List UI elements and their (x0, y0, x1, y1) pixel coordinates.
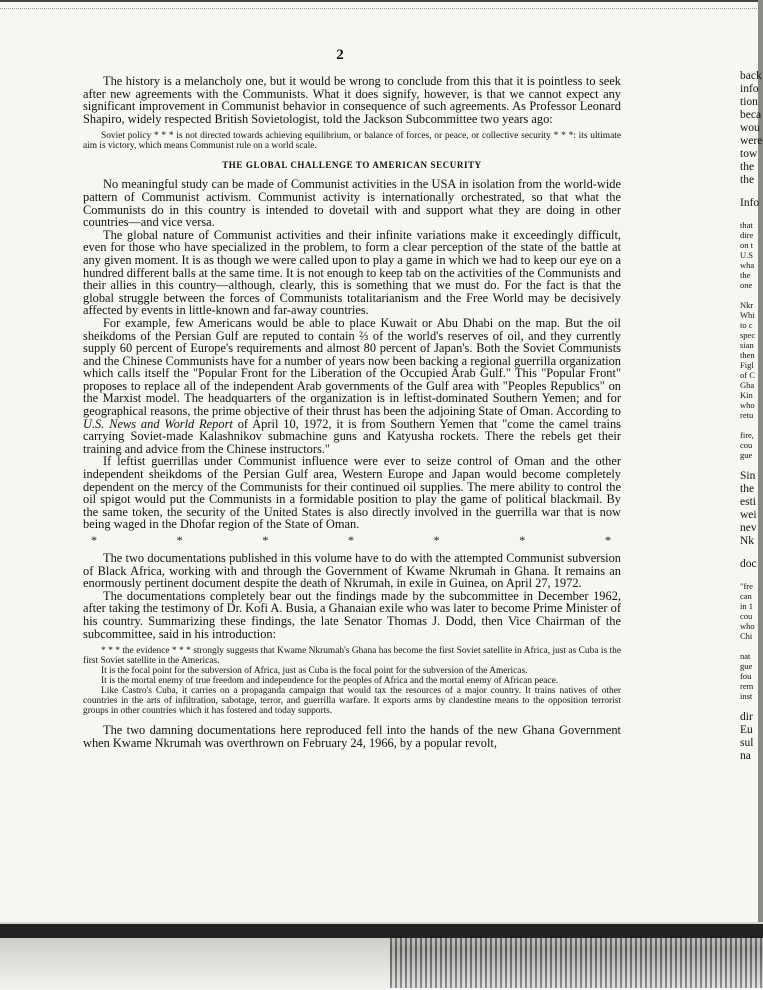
star: * (91, 533, 97, 547)
fragment-line: can (740, 591, 752, 601)
fragment-line: rem (740, 681, 754, 691)
star: * (604, 533, 611, 547)
fragment-line: Nkr (740, 300, 754, 310)
body-paragraph: The two damning documentations here reproduced fell into the hands of the new Ghana Government when Kwame Nkrumah was overthrown on February 24, 1966, by a popular revolt, (83, 723, 621, 750)
quote-text: It is the focal point for the subversion of Africa, just as Cuba is the focal point for the subversion of the Americas. (101, 666, 528, 677)
dodd-quote (83, 646, 621, 716)
fragment-spacer (740, 290, 763, 300)
fragment-line: tion (740, 96, 758, 108)
fragment-line: sian (740, 340, 754, 350)
quote-text: * * * the evidence * * * strongly suggests that Kwame Nkrumah's Ghana has become the first Soviet satellite in Africa, just as Cuba is the first Soviet satellite in the Americas. (83, 646, 621, 667)
section-heading: THE GLOBAL CHALLENGE TO AMERICAN SECURITY (222, 160, 482, 171)
fragment-line: dir (740, 711, 753, 723)
fragment-line: nat (740, 651, 751, 661)
fragment-line: Eu (740, 724, 753, 736)
body-paragraph: The global nature of Communist activities and their infinite variations make it exceedingly difficult, even for those who have specialized in the problem, to form a clear perception of the state of the battle at any given moment. It is as though we were called upon to play a game in which we had to keep our eye on a hundred different balls at the same time. It is not enough to keep tab on the activities of the Communists and their allies in this country—although, clearly, this is something that we must do. For the fact is that the global struggle between the forces of Communists totalitarianism and the Free World may be decisively affected by events in little-known and far-away countries. (83, 227, 621, 318)
fragment-spacer (740, 420, 763, 430)
fragment-line: the (740, 174, 755, 186)
fragment-line: then (740, 350, 755, 360)
body-paragraph: The documentations completely bear out the findings made by the subcommittee in December 1962, after taking the testimony of Dr. Kofi A. Busia, a Ghanaian exile who was later to become Prime Minister of his country. Summarizing these findings, the late Senator Thomas J. Dodd, then Vice Chairman of the subcommittee, said in his introduction: (83, 588, 621, 641)
page-number: 2 (336, 47, 344, 63)
fragment-line: fire, (740, 430, 754, 440)
body-paragraph: If leftist guerrillas under Communist influence were ever to seize control of Oman and the other independent sheikdoms of the Persian Gulf area, Western Europe and Japan would become completely dependent on the mercy of the Communists for their continued oil supplies. The mere ability to control the oil spigot would put the Communists in a formidable position to play the game of political blackmail. By the same token, the security of the United States is also directly involved in the guerrilla war that is now being waged in the Dhofar region of the State of Oman. (83, 454, 621, 532)
fragment-line: on t (740, 240, 753, 250)
body-paragraph-oil (83, 317, 621, 456)
fragment-line: of C (740, 370, 755, 380)
fragment-line: info (740, 83, 759, 95)
fragment-line: wha (740, 260, 755, 270)
publication-title: U.S. News and World Report (83, 416, 233, 431)
star: * (176, 533, 183, 547)
star: * (347, 533, 354, 547)
main-column (83, 75, 621, 749)
fragment-line: the (740, 161, 755, 173)
fragment-line: Whi (740, 310, 755, 320)
fragment-line: cou (740, 611, 753, 621)
star: * (519, 533, 526, 547)
shapiro-quote (83, 131, 621, 151)
fragment-line: gue (740, 450, 753, 460)
fragment-line: back (740, 70, 762, 82)
fragment-line: that (740, 220, 753, 230)
fragment-line: U.S (740, 250, 753, 260)
fragment-line: wou (740, 122, 760, 134)
fragment-spacer (740, 210, 763, 220)
fragment-line: who (740, 400, 755, 410)
scan-bottom-edge (0, 924, 763, 938)
fragment-spacer (740, 641, 763, 651)
fragment-spacer (740, 701, 763, 711)
fragment-line: cou (740, 440, 753, 450)
fragment-line: dire (740, 230, 754, 240)
fragment-line: doc (740, 558, 757, 570)
scan-bottom-fade (0, 938, 390, 990)
fragment-line: Kin (740, 390, 753, 400)
fragment-line: the (740, 483, 755, 495)
fragment-line: "fre (740, 581, 753, 591)
text-run: of April 10, 1972, it is from Southern Yemen that "come the camel trains carrying Soviet-made Kalashnikov submachine guns and Katyusha rockets. There the rebels get their training and advice from the Chinese instructors." (83, 416, 622, 456)
fragment-line: sul (740, 737, 754, 749)
fragment-line: in 1 (740, 601, 753, 611)
fragment-line: tow (740, 148, 758, 160)
fragment-line: gue (740, 661, 753, 671)
fragment-line: spec (740, 330, 756, 340)
fragment-line: Nk (740, 535, 755, 547)
text-run: For example, few Americans would be able to place Kuwait or Abu Dhabi on the map. But the oil sheikdoms of the Persian Gulf are reputed to contain ⅔ of the world's reserves of oil, and they currently supply 60 percent of Europe's requirements and almost 80 percent of Japan's. Both the Soviet Communists and the Chinese Communists have for a number of years now been backing a regional guerrilla organization which calls itself the "Popular Front for the Liberation of the Occupied Arab Gulf." This "Popular Front" proposes to replace all of the independent Arab governments of the Gulf area with "Peoples Republics" on the Marxist model. The headquarters of the organization is in leftist-dominated Southern Yemen; and for geographical reasons, the prime objective of their thrust has been the adjoining State of Oman. According to (83, 315, 621, 419)
star: * (262, 533, 269, 547)
fragment-line: were (740, 135, 763, 147)
quote-text: It is the mortal enemy of true freedom and independence for the peoples of Africa and the mortal enemy of African peace. (101, 676, 559, 687)
scan-bottom-noise (390, 938, 763, 988)
fragment-spacer (740, 571, 763, 581)
fragment-line: esti (740, 496, 756, 508)
fragment-line: wei (740, 509, 757, 521)
star: * (433, 533, 440, 547)
fragment-spacer (740, 548, 763, 558)
section-separator (91, 533, 611, 548)
fragment-line: na (740, 750, 751, 762)
fragment-line: Figl (740, 360, 754, 370)
fragment-spacer (740, 460, 763, 470)
fragment-line: Chi (740, 631, 753, 641)
fragment-line: retu (740, 410, 754, 420)
fragment-line: Info (740, 197, 760, 209)
fragment-line: to c (740, 320, 753, 330)
intro-paragraph: The history is a melancholy one, but it would be wrong to conclude from this that it is pointless to seek after new agreements with the Communists. What it does signify, however, is that we cannot expect any significant improvement in Communist behavior in consequence of such agreements. As Professor Leonard Shapiro, widely respected British Sovietologist, told the Jackson Subcommittee two years ago: (83, 74, 621, 126)
fragment-line: Sin (740, 470, 756, 482)
fragment-line: fou (740, 671, 752, 681)
fragment-line: Gha (740, 380, 755, 390)
quote-text: Like Castro's Cuba, it carries on a propaganda campaign that would tax the resources of a major country. It trains natives of other countries in the arts of infiltration, sabotage, terror, and guerrilla warfare. It exports arms by clandestine means to the opposition terrorist groups in other countries which it has fostered and today supports. (83, 686, 621, 717)
fragment-spacer (740, 187, 763, 197)
fragment-line: nev (740, 522, 757, 534)
body-paragraph: The two documentations published in this volume have to do with the attempted Communist subversion of Black Africa, working with and through the Government of Kwame Nkrumah in Ghana. It remains an enormously pertinent document despite the death of Nkrumah, in exile in Guinea, on April 27, 1972. (83, 551, 621, 591)
fragment-line: who (740, 621, 755, 631)
body-paragraph: No meaningful study can be made of Communist activities in the USA in isolation from the world-wide pattern of Communist activism. Communist activity is internationally orchestrated, so that what the Communists do in this country is intended to dovetail with and support what they are doing in other countries—and vice versa. (83, 177, 621, 230)
fragment-line: inst (740, 691, 753, 701)
quote-text: Soviet policy * * * is not directed towards achieving equilibrium, or balance of forces, or peace, or collective security * * *: its ultimate aim is victory, which means Communist rule on a world scale. (83, 131, 621, 152)
top-border (0, 0, 763, 9)
fragment-line: one (740, 280, 753, 290)
fragment-line: beca (740, 109, 762, 121)
adjacent-page-fragment (740, 70, 763, 763)
fragment-line: the (740, 270, 751, 280)
